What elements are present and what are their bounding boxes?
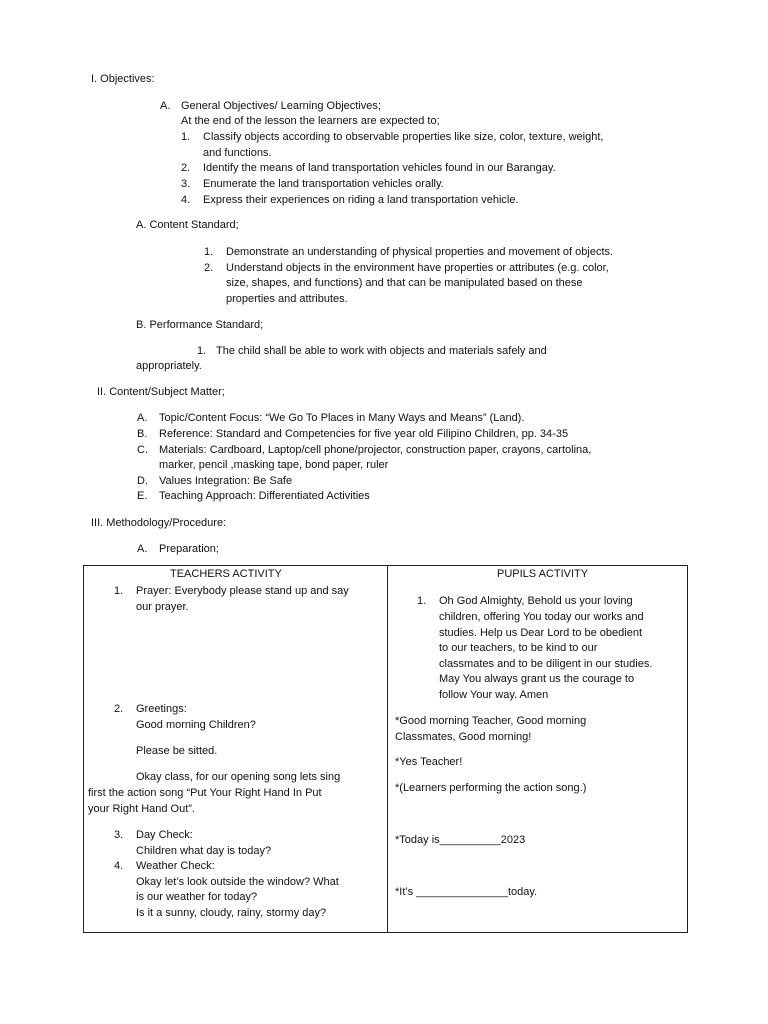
list-number: 1. <box>114 585 124 597</box>
teacher-column-header: TEACHERS ACTIVITY <box>170 568 282 580</box>
teacher-weather-question-continuation: Is it a sunny, cloudy, rainy, stormy day? <box>136 907 327 919</box>
list-number: 1. <box>197 345 207 357</box>
teacher-song-instruction: Okay class, for our opening song lets sing <box>136 771 341 783</box>
performance-standard-item-continuation: appropriately. <box>136 360 202 372</box>
teacher-weather-question-continuation: is our weather for today? <box>136 891 258 903</box>
list-item: Materials: Cardboard, Laptop/cell phone/projector, construction paper, crayons, cartolina, <box>159 444 592 456</box>
list-item-continuation: properties and attributes. <box>226 293 348 305</box>
list-item: Teaching Approach: Differentiated Activities <box>159 490 370 502</box>
pupil-weather-answer: *It’s _______________today. <box>395 886 538 898</box>
list-item: Classify objects according to observable properties like size, color, texture, weight, <box>203 131 604 143</box>
pupil-prayer-continuation: May You always grant us the courage to <box>439 673 635 685</box>
objectives-intro: At the end of the lesson the learners are expected to; <box>181 115 440 127</box>
list-number: 4. <box>181 194 191 206</box>
list-marker: C. <box>137 444 148 456</box>
list-item: Reference: Standard and Competencies for five year old Filipino Children, pp. 34-35 <box>159 428 569 440</box>
teacher-greeting: Good morning Children? <box>136 719 256 731</box>
list-number: 1. <box>204 246 214 258</box>
pupil-prayer-continuation: to our teachers, to be kind to our <box>439 642 598 654</box>
teacher-prayer: Prayer: Everybody please stand up and say <box>136 585 349 597</box>
list-marker: E. <box>137 490 148 502</box>
teacher-weather-question: Okay let’s look outside the window? What <box>136 876 339 888</box>
section-heading-objectives: I. Objectives: <box>91 73 155 85</box>
teacher-day-question: Children what day is today? <box>136 845 272 857</box>
list-item: Enumerate the land transportation vehicles orally. <box>203 178 444 190</box>
pupil-performing-song: *(Learners performing the action song.) <box>395 782 587 794</box>
pupil-prayer-continuation: studies. Help us Dear Lord to be obedient <box>439 627 643 639</box>
pupil-prayer-continuation: classmates and to be diligent in our studies. <box>439 658 653 670</box>
list-marker: D. <box>137 475 148 487</box>
list-item: Values Integration: Be Safe <box>159 475 293 487</box>
teacher-greetings-title: Greetings: <box>136 703 187 715</box>
list-item: Topic/Content Focus: “We Go To Places in Many Ways and Means” (Land). <box>159 412 525 424</box>
teacher-weather-check-title: Weather Check: <box>136 860 215 872</box>
section-heading-methodology: III. Methodology/Procedure: <box>91 517 227 529</box>
list-number: 2. <box>114 703 124 715</box>
list-number: 2. <box>204 262 214 274</box>
pupil-prayer-continuation: follow Your way. Amen <box>439 689 549 701</box>
list-item-continuation: marker, pencil ,masking tape, bond paper, ruler <box>159 459 389 471</box>
list-marker: A. <box>137 412 148 424</box>
teacher-sitted: Please be sitted. <box>136 745 218 757</box>
list-number: 3. <box>114 829 124 841</box>
pupil-greeting-continuation: Classmates, Good morning! <box>395 731 532 743</box>
list-item-continuation: size, shapes, and functions) and that can be manipulated based on these <box>226 277 583 289</box>
subsection-title-preparation: Preparation; <box>159 543 219 555</box>
subsection-title-content-standard: A. Content Standard; <box>136 219 239 231</box>
list-item: Demonstrate an understanding of physical properties and movement of objects. <box>226 246 614 258</box>
teacher-day-check-title: Day Check: <box>136 829 193 841</box>
list-number: 2. <box>181 162 191 174</box>
pupil-yes-teacher: *Yes Teacher! <box>395 756 463 768</box>
pupil-column-header: PUPILS ACTIVITY <box>497 568 589 580</box>
pupil-day-answer: *Today is__________2023 <box>395 834 526 846</box>
list-item: Identify the means of land transportation vehicles found in our Barangay. <box>203 162 556 174</box>
list-marker: A. <box>137 543 148 555</box>
performance-standard-item: The child shall be able to work with objects and materials safely and <box>216 345 547 357</box>
list-number: 1. <box>181 131 191 143</box>
teacher-song-instruction-continuation: your Right Hand Out”. <box>88 803 195 815</box>
pupil-prayer: Oh God Almighty, Behold us your loving <box>439 595 633 607</box>
list-marker: A. <box>160 100 171 112</box>
section-heading-content: II. Content/Subject Matter; <box>97 386 225 398</box>
teacher-prayer-continuation: our prayer. <box>136 601 189 613</box>
list-item: Express their experiences on riding a land transportation vehicle. <box>203 194 519 206</box>
list-item: Understand objects in the environment have properties or attributes (e.g. color, <box>226 262 609 274</box>
teacher-song-instruction-continuation: first the action song “Put Your Right Hand In Put <box>88 787 322 799</box>
table-column-divider <box>387 565 388 933</box>
list-number: 1. <box>417 595 427 607</box>
list-marker: B. <box>137 428 148 440</box>
pupil-prayer-continuation: children, offering You today our works and <box>439 611 644 623</box>
subsection-title-general-objectives: General Objectives/ Learning Objectives; <box>181 100 381 112</box>
list-number: 3. <box>181 178 191 190</box>
list-item-continuation: and functions. <box>203 147 272 159</box>
list-number: 4. <box>114 860 124 872</box>
subsection-title-performance-standard: B. Performance Standard; <box>136 319 264 331</box>
pupil-greeting: *Good morning Teacher, Good morning <box>395 715 587 727</box>
